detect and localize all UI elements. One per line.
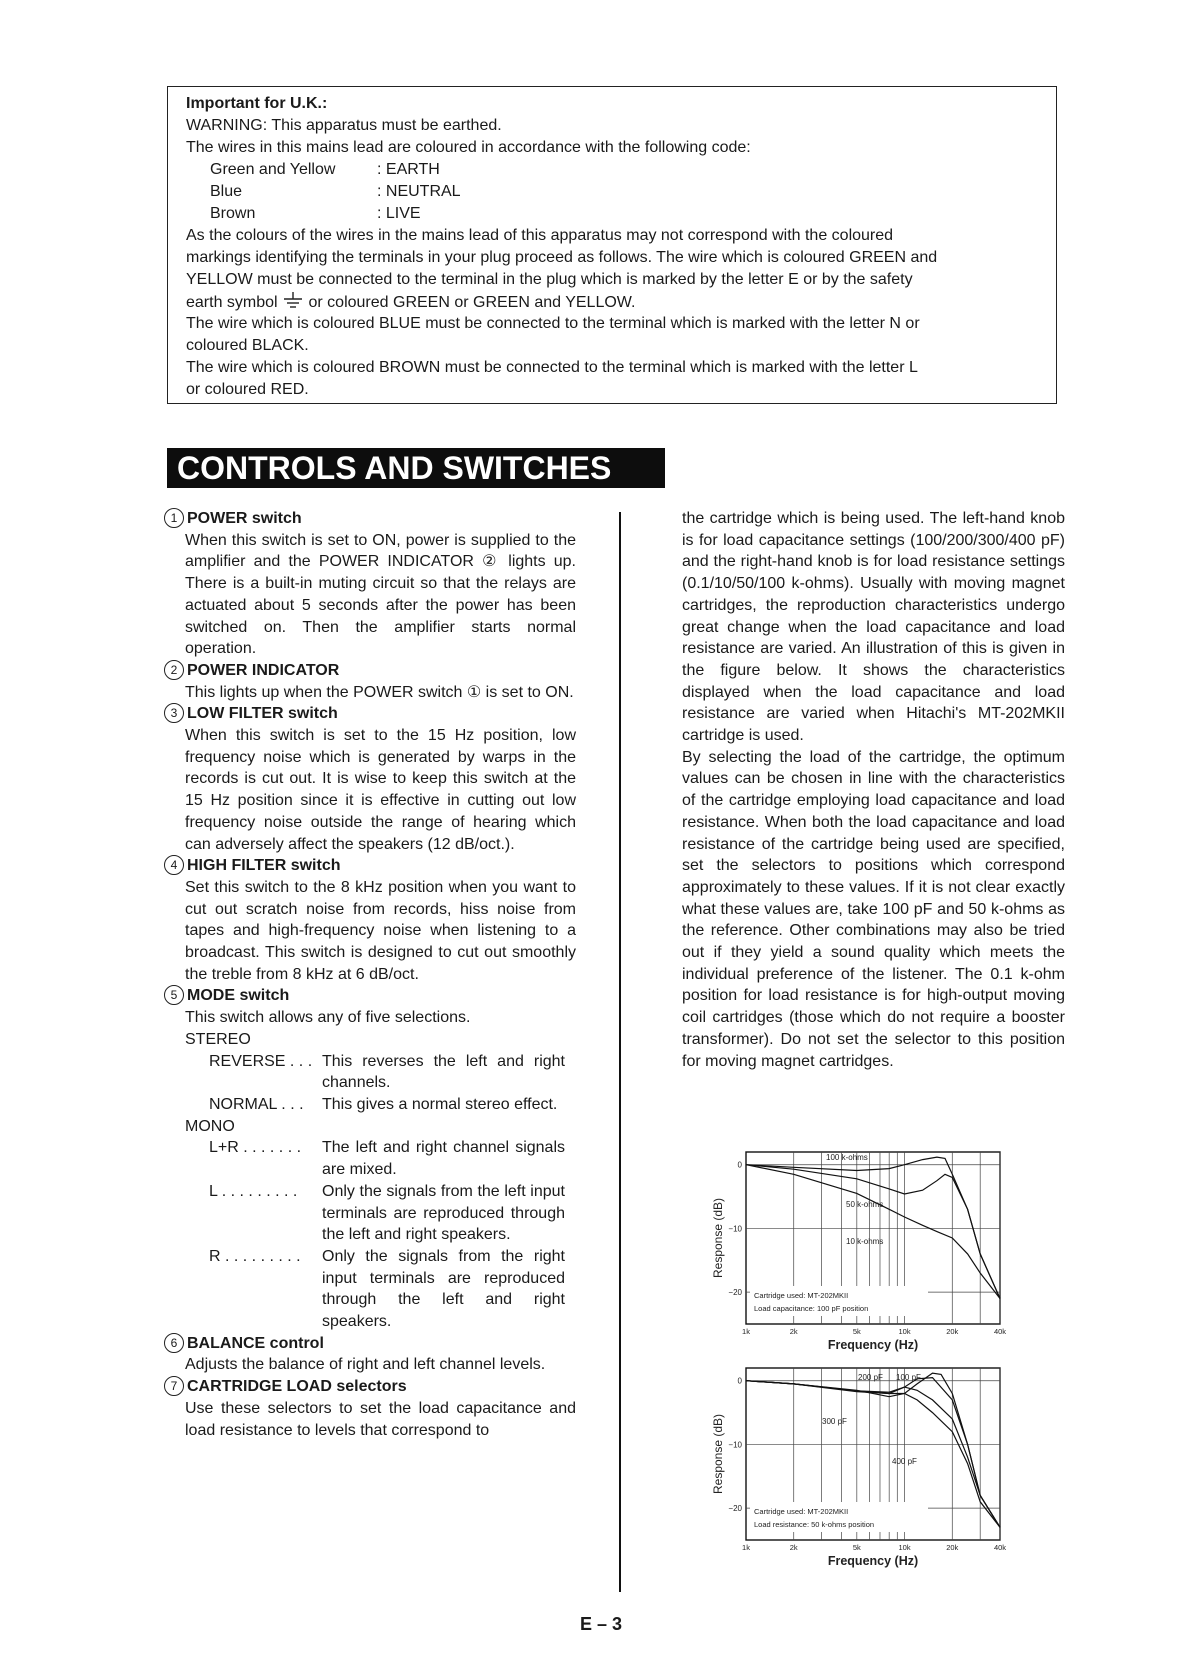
item-heading — [164, 1333, 576, 1355]
mode-option-desc: The left and right channel signals are mixed. — [322, 1139, 565, 1179]
item-heading — [164, 660, 576, 682]
warning-line: The wires in this mains lead are coloured in accordance with the following code: — [186, 139, 751, 156]
wire-colour: Green and Yellow — [210, 161, 336, 178]
warning-line: The wire which is coloured BLUE must be connected to the terminal which is marked with the letter N or — [186, 315, 920, 332]
item-heading — [164, 985, 576, 1007]
curve-label: 200 pF — [858, 1373, 883, 1382]
item-number-badge: 5 — [164, 985, 184, 1005]
item-heading — [164, 855, 576, 877]
x-tick-label: 10k — [898, 1327, 911, 1336]
x-tick-label: 10k — [898, 1543, 911, 1552]
series-line — [746, 1157, 1000, 1298]
item-body: When this switch is set to ON, power is supplied to the amplifier and the POWER INDICATOR ② lights up. There is a built-in muting circuit so that the relays are actuated about 5 seconds after the power has been switched on. Then the amplifier starts normal operation. — [185, 531, 576, 658]
x-tick-label: 5k — [852, 1543, 861, 1552]
mode-option-key: REVERSE . . . — [209, 1052, 313, 1070]
item-number-badge: 2 — [164, 660, 184, 680]
mode-option-key: R . . . . . . . . . — [209, 1247, 301, 1265]
mode-option-key: L+R . . . . . . . — [209, 1139, 302, 1157]
x-tick-label: 20k — [946, 1543, 959, 1552]
series-line — [746, 1165, 1000, 1299]
chart-svg — [712, 1146, 1024, 1364]
wire-code-row — [210, 160, 440, 180]
chart-load-resistance — [712, 1146, 1024, 1369]
x-axis-label: Frequency (Hz) — [827, 1338, 919, 1352]
item-body: This switch allows any of five selections. — [185, 1009, 471, 1027]
warning-line: coloured BLACK. — [186, 337, 309, 354]
wire-colour: Brown — [210, 205, 256, 222]
warning-line — [186, 292, 635, 313]
mode-option-row — [185, 1051, 576, 1094]
mode-option-row — [185, 1094, 576, 1116]
series-line — [746, 1165, 1000, 1299]
mode-options — [164, 1029, 576, 1333]
x-tick-label: 2k — [789, 1543, 798, 1552]
warning-line: As the colours of the wires in the mains lead of this apparatus may not correspond with the coloured — [186, 227, 894, 244]
item-body: Use these selectors to set the load capacitance and load resistance to levels that correspond to — [185, 1399, 576, 1439]
item-title: LOW FILTER switch — [187, 705, 338, 723]
warning-line: WARNING: This apparatus must be earthed. — [186, 117, 502, 134]
earth-symbol-icon — [282, 292, 304, 310]
y-tick-label: −20 — [728, 1288, 742, 1298]
column-divider — [619, 512, 621, 1592]
wire-meaning: : EARTH — [377, 161, 440, 178]
curve-label: 300 pF — [822, 1417, 847, 1426]
wire-code-row — [210, 182, 461, 202]
item-title: HIGH FILTER switch — [187, 857, 341, 875]
y-axis-label: Response (dB) — [712, 1197, 725, 1279]
wire-meaning: : LIVE — [377, 205, 421, 222]
mode-option-row — [185, 1181, 576, 1246]
body-paragraph: By selecting the load of the cartridge, the optimum values can be chosen in line with the characteristics of the cartridge employing load capacitance and load resistance. When both the load capacitance and load resistance of the cartridge being used are specified, set the selectors to positions which correspond approximately to these values. If it is not clear exactly what these values are, take 100 pF and 50 k-ohms as the reference. Other combinations may also be tried out if they yield a sound quality which meets the individual preference of the listener. The 0.1 k-ohm position for load resistance is for high-output moving coil cartridges (those which do not require a booster transformer). Do not set the selector to this position for moving magnet cartridges. — [682, 748, 1065, 1070]
mode-option-row — [185, 1246, 576, 1333]
x-tick-label: 40k — [993, 1327, 1007, 1336]
x-tick-label: 2k — [789, 1327, 798, 1336]
chart-note: Cartridge used: MT-202MKII — [754, 1291, 849, 1300]
warning-line: or coloured RED. — [186, 381, 309, 398]
mode-option-desc: This gives a normal stereo effect. — [322, 1095, 558, 1113]
item-title: POWER INDICATOR — [187, 661, 340, 679]
item-number-badge: 3 — [164, 703, 184, 723]
warning-line: The wire which is coloured BROWN must be connected to the terminal which is marked with the letter L — [186, 359, 918, 376]
item-body: When this switch is set to the 15 Hz position, low frequency noise which is generated by warps in the records is cut out. It is wise to keep this switch at the 15 Hz position since it is effective in cutting out low frequency noise outside the range of hearing which can adversely affect the speakers (12 dB/oct.). — [185, 727, 576, 853]
curve-label: 400 pF — [892, 1457, 917, 1466]
mode-group-label: MONO — [185, 1117, 235, 1135]
chart-note: Cartridge used: MT-202MKII — [754, 1507, 849, 1516]
x-tick-label: 1k — [742, 1327, 750, 1336]
mode-option-desc: Only the signals from the left input terminals are reproduced through the left and right speakers. — [322, 1182, 565, 1244]
mode-group-label: STEREO — [185, 1030, 251, 1048]
body-paragraph: the cartridge which is being used. The left-hand knob is for load capacitance settings (100/200/300/400 pF) and the right-hand knob is for load resistance settings (0.1/10/50/100 k-ohms). Usually with moving magnet cartridges, the reproduction characteristics undergo great change when the load capacitance and load resistance are varied. An illustration of this is given in the figure below. It shows the characteristics displayed when the load capacitance and load resistance are varied when Hitachi's MT-202MKII cartridge is used. — [682, 510, 1065, 745]
curve-label: 50 k-ohms — [846, 1200, 884, 1209]
mode-option-desc: Only the signals from the right input terminals are reproduced through the left and right speakers. — [322, 1247, 565, 1331]
y-tick-label: 0 — [737, 1160, 742, 1170]
y-tick-label: 0 — [737, 1376, 742, 1386]
wire-meaning: : NEUTRAL — [377, 183, 461, 200]
page-number: E – 3 — [580, 1614, 623, 1634]
wire-colour: Blue — [210, 183, 243, 200]
chart-load-capacitance — [712, 1362, 1024, 1589]
item-number-badge: 7 — [164, 1376, 184, 1396]
chart-note: Load capacitance: 100 pF position — [754, 1304, 869, 1313]
wire-code-row — [210, 204, 421, 224]
right-column — [682, 508, 1065, 1072]
item-heading — [164, 1376, 576, 1398]
x-tick-label: 5k — [852, 1327, 861, 1336]
item-heading — [164, 508, 576, 530]
item-number-badge: 4 — [164, 855, 184, 875]
warning-line: YELLOW must be connected to the terminal in the plug which is marked by the letter E or by the safety — [186, 271, 913, 288]
item-heading — [164, 703, 576, 725]
item-title: BALANCE control — [187, 1334, 324, 1352]
mode-option-key: L . . . . . . . . . — [209, 1182, 298, 1200]
warning-text: earth symbol — [186, 294, 278, 311]
warning-text: or coloured GREEN or GREEN and YELLOW. — [308, 294, 636, 311]
x-axis-label: Frequency (Hz) — [827, 1554, 919, 1568]
item-title: MODE switch — [187, 987, 290, 1005]
curve-label: 100 k-ohms — [826, 1153, 868, 1162]
section-title: CONTROLS AND SWITCHES — [167, 448, 665, 488]
left-column — [164, 508, 576, 1441]
chart-note: Load resistance: 50 k-ohms position — [754, 1520, 875, 1529]
mode-option-key: NORMAL . . . — [209, 1095, 304, 1113]
item-body: Adjusts the balance of right and left channel levels. — [185, 1356, 546, 1374]
chart-svg — [712, 1362, 1024, 1584]
x-tick-label: 1k — [742, 1543, 750, 1552]
y-tick-label: −20 — [728, 1504, 742, 1514]
item-title: CARTRIDGE LOAD selectors — [187, 1378, 407, 1396]
x-tick-label: 40k — [993, 1543, 1007, 1552]
y-axis-label: Response (dB) — [712, 1413, 725, 1495]
warning-line: markings identifying the terminals in your plug proceed as follows. The wire which is coloured GREEN and — [186, 249, 938, 266]
item-number-badge: 6 — [164, 1333, 184, 1353]
item-title: POWER switch — [187, 510, 302, 527]
mode-option-row — [185, 1137, 576, 1180]
item-body: This lights up when the POWER switch ① is set to ON. — [185, 683, 574, 701]
curve-label: 100 pF — [896, 1373, 921, 1382]
x-tick-label: 20k — [946, 1327, 959, 1336]
item-body: Set this switch to the 8 kHz position when you want to cut out scratch noise from records, hiss noise from tapes and high-frequency noise when listening to a broadcast. This switch is designed to cut out smoothly the treble from 8 kHz at 6 dB/oct. — [185, 878, 576, 983]
mode-option-desc: This reverses the left and right channels. — [322, 1052, 565, 1092]
y-tick-label: −10 — [728, 1224, 742, 1234]
warning-title: Important for U.K.: — [186, 95, 328, 112]
item-number-badge: 1 — [164, 508, 184, 528]
y-tick-label: −10 — [728, 1440, 742, 1450]
curve-label: 10 k-ohms — [846, 1237, 884, 1246]
